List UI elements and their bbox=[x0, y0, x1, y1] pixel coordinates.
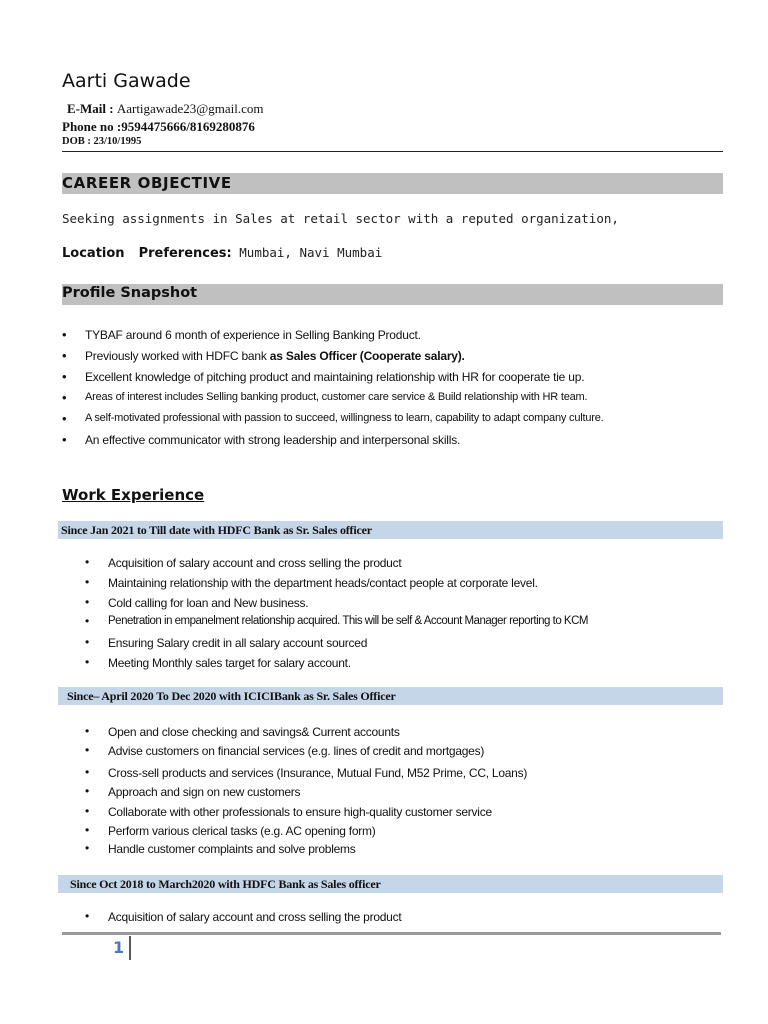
location-preferences bbox=[62, 245, 382, 261]
email-value[interactable]: Aartigawade23@gmail.com bbox=[116, 101, 264, 116]
email-label: E-Mail : bbox=[67, 101, 114, 116]
footer-divider bbox=[62, 932, 721, 935]
bullet-icon: • bbox=[85, 635, 90, 649]
bullet-icon: • bbox=[85, 841, 90, 855]
bullet-icon: • bbox=[85, 655, 90, 669]
header-divider bbox=[62, 151, 723, 152]
bullet-icon: • bbox=[85, 784, 90, 798]
phone-line bbox=[62, 119, 255, 135]
job-title-bar bbox=[58, 687, 723, 705]
bullet-icon: • bbox=[85, 743, 90, 757]
work-experience-heading: Work Experience bbox=[62, 486, 205, 504]
page-number: 1 bbox=[113, 938, 125, 957]
bullet-icon: • bbox=[62, 411, 67, 426]
profile-snapshot-bar bbox=[62, 284, 723, 305]
bullet-icon: • bbox=[62, 348, 67, 363]
bullet-icon: • bbox=[85, 575, 90, 589]
candidate-name: Aarti Gawade bbox=[62, 70, 191, 92]
phone-label: Phone no : bbox=[62, 119, 122, 134]
bullet-icon: • bbox=[62, 369, 67, 384]
location-label: Location bbox=[62, 246, 125, 261]
bullet-icon: • bbox=[85, 765, 90, 779]
bullet-icon: • bbox=[85, 614, 90, 628]
email-line bbox=[67, 101, 263, 117]
resume-page: Aarti Gawade E-Mail : Aartigawade23@gmail.com Phone no :9594475666/8169280876 DOB : 23/10/1995 CAREER OBJECTIVE Seeking assignments in Sales at retail sector with a reputed organization, Location Preferences: Mumbai, Navi Mumbai Profile Snapshot • TYBAF around 6 month of experience in Selling Banking Product. • Previously worked with HDFC bank as Sales Officer (Cooperate salary). • Excellent knowledge of pitching product and maintaining relationship with HR for cooperate tie up. • Areas of interest includes Selling banking product, customer care service & Build relationship with HR team. • A self-motivated professional with passion to succeed, willingness to learn, capability to adapt company culture. • An effective communicator with strong leadership and interpersonal skills. Work Experience Since Jan 2021 to Till date with HDFC Bank as Sr. Sales officer • Acquisition of salary account and cross selling the product • Maintaining relationship with the department heads/contact people at corporate level. • Cold calling for loan and New business. • Penetration in empanelment relationship acquired. This will be self & Account Manager reporting to KCM • Ensuring Salary credit in all salary account sourced • Meeting Monthly sales target for salary account. Since– April 2020 To Dec 2020 with ICICIBank as Sr. Sales Officer • Open and close checking and savings& Current accounts • Advise customers on financial services (e.g. lines of credit and mortgages) • Cross-sell products and services (Insurance, Mutual Fund, M52 Prime, CC, Loans) • Approach and sign on new customers • Collaborate with other professionals to ensure high-quality customer service • Perform various clerical tasks (e.g. AC opening form) • Handle customer complaints and solve problems Since Oct 2018 to March2020 with HDFC Bank as Sales officer • Acquisition of salary account and cross selling the product 1 bbox=[0, 0, 768, 1024]
bullet-icon: • bbox=[85, 804, 90, 818]
bullet-icon: • bbox=[85, 909, 90, 923]
bullet-icon: • bbox=[62, 390, 67, 405]
dob-value: 23/10/1995 bbox=[93, 136, 142, 147]
preferences-value: Mumbai, Navi Mumbai bbox=[239, 245, 383, 260]
preferences-label: Preferences: bbox=[138, 246, 232, 261]
career-objective-heading: CAREER OBJECTIVE bbox=[62, 174, 232, 192]
career-objective-bar bbox=[62, 173, 723, 194]
phone-value: 9594475666/8169280876 bbox=[121, 119, 255, 134]
career-objective-text: Seeking assignments in Sales at retail sector with a reputed organization, bbox=[62, 211, 619, 226]
bullet-icon: • bbox=[85, 595, 90, 609]
job-title-bar bbox=[58, 521, 723, 539]
job-title-bar bbox=[58, 875, 723, 893]
bullet-icon: • bbox=[62, 327, 67, 342]
job-title: Since– April 2020 To Dec 2020 with ICICIBank as Sr. Sales Officer bbox=[67, 689, 396, 703]
job-title: Since Oct 2018 to March2020 with HDFC Bank as Sales officer bbox=[70, 877, 381, 891]
bullet-icon: • bbox=[85, 555, 90, 569]
profile-snapshot-heading: Profile Snapshot bbox=[62, 285, 198, 301]
bullet-icon: • bbox=[85, 724, 90, 738]
bullet-icon: • bbox=[85, 823, 90, 837]
page-number-divider bbox=[129, 936, 131, 960]
dob-line bbox=[62, 136, 141, 147]
dob-label: DOB : bbox=[62, 136, 91, 147]
job-title: Since Jan 2021 to Till date with HDFC Bank as Sr. Sales officer bbox=[61, 523, 372, 537]
bullet-icon: • bbox=[62, 432, 67, 447]
